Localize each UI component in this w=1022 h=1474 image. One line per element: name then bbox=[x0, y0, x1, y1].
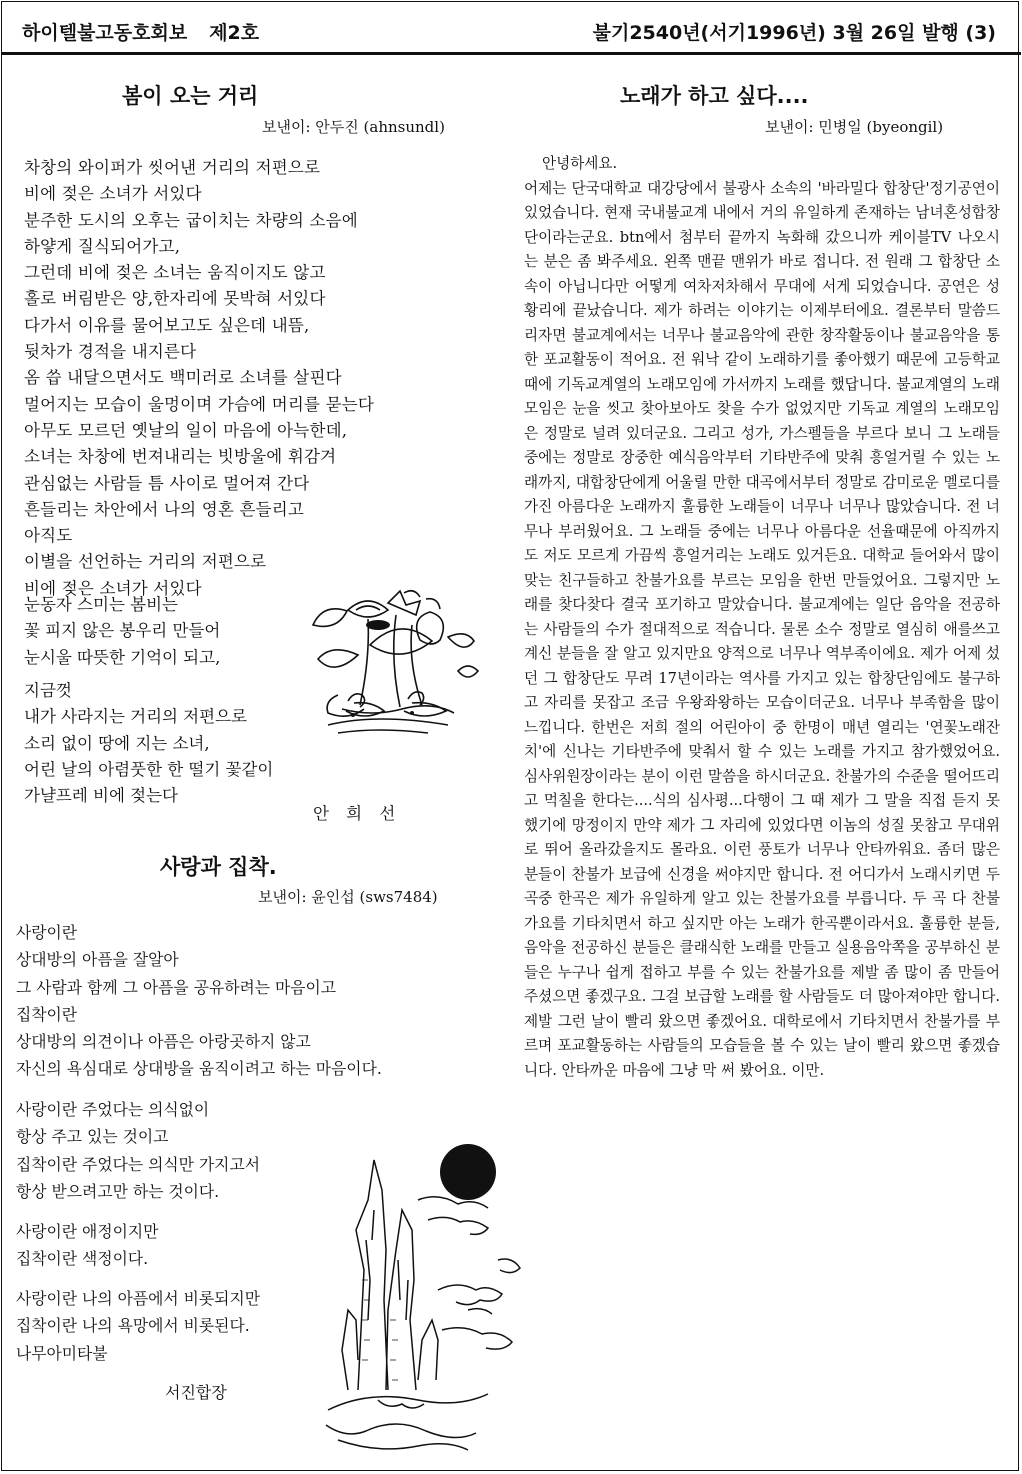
poem-line: 이별을 선언하는 거리의 저편으로 bbox=[24, 552, 267, 572]
poem-line: 흔들리는 차안에서 나의 영혼 흔들리고 bbox=[24, 499, 305, 519]
poem-line: 그 사람과 함께 그 아픔을 공유하려는 마음이고 bbox=[16, 977, 337, 997]
poem2-title: 사랑과 집착. bbox=[160, 855, 277, 879]
poem-line: 상대방의 아픔을 잘알아 bbox=[16, 950, 179, 970]
poem-line: 사랑이란 나의 아픔에서 비롯되지만 bbox=[16, 1289, 260, 1308]
poem1-author: 안 희 선 bbox=[313, 804, 402, 823]
poem-line: 어린 날의 아렴풋한 한 떨기 꽃같이 bbox=[24, 759, 274, 779]
poem-line: 멀어지는 모습이 울멍이며 가슴에 머리를 묻는다 bbox=[24, 394, 375, 414]
poem-line: 관심없는 사람들 틈 사이로 멀어져 간다 bbox=[24, 473, 310, 493]
poem-line: 하얗게 질식되어가고, bbox=[24, 236, 181, 256]
issue-number: 제2호 bbox=[209, 22, 260, 44]
poem-line: 지금껏 bbox=[24, 681, 72, 700]
publication-name: 하이텔불고동호회보 bbox=[22, 22, 188, 44]
poem-line: 차창의 와이퍼가 씻어낸 거리의 저편으로 bbox=[24, 158, 321, 177]
poem-line: 항상 주고 있는 것이고 bbox=[16, 1127, 169, 1147]
poem-line: 비에 젖은 소녀가 서있다 bbox=[24, 184, 202, 204]
poem-line: 가냘프레 비에 젖는다 bbox=[24, 786, 178, 806]
poem1-stanza2 bbox=[24, 592, 220, 671]
poem-line: 사랑이란 애정이지만 bbox=[16, 1222, 159, 1241]
poem-line: 아무도 모르던 옛날의 일이 마음에 아늑한데, bbox=[24, 420, 348, 440]
poem2-sender: 보낸이: 윤인섭 (sws7484) bbox=[258, 888, 438, 906]
article-greeting: 안녕하세요. bbox=[542, 155, 618, 172]
poem-line: 눈시울 따뜻한 기억이 되고, bbox=[24, 647, 221, 667]
poem-line: 사랑이란 주었다는 의식없이 bbox=[16, 1100, 210, 1119]
poem-line: 그런데 비에 젖은 소녀는 움직이지도 않고 bbox=[24, 263, 326, 283]
poem-line: 꽃 피지 않은 봉우리 만들어 bbox=[24, 621, 221, 641]
poem-line: 집착이란 나의 욕망에서 비롯된다. bbox=[16, 1316, 250, 1336]
poem-line: 분주한 도시의 오후는 굽이치는 차량의 소음에 bbox=[24, 210, 358, 230]
poem2-stanza4 bbox=[16, 1285, 260, 1367]
poem-line: 비에 젖은 소녀가 서있다 bbox=[24, 578, 202, 598]
article-sender: 보낸이: 민병일 (byeongil) bbox=[765, 118, 944, 136]
lotus-and-ducks-icon bbox=[308, 585, 498, 745]
article-body bbox=[524, 152, 1000, 1083]
poem1-stanza1 bbox=[24, 155, 374, 602]
poem-line: 항상 받으려고만 하는 것이다. bbox=[16, 1181, 220, 1201]
poem-line: 소녀는 차창에 번져내리는 빗방울에 휘감겨 bbox=[24, 447, 337, 467]
poem-line: 옴 씁 내달으면서도 백미러로 소녀를 살핀다 bbox=[24, 368, 342, 388]
poem-line: 자신의 욕심대로 상대방을 움직이려고 하는 마음이다. bbox=[16, 1059, 382, 1079]
poem-line: 집착이란 주었다는 의식만 가지고서 bbox=[16, 1154, 260, 1174]
masthead bbox=[22, 14, 996, 50]
poem-line: 다가서 이유를 물어보고도 싶은데 내뜸, bbox=[24, 315, 310, 335]
masthead-left bbox=[22, 18, 259, 45]
poem-line: 소리 없이 땅에 지는 소녀, bbox=[24, 733, 210, 753]
poem-line: 상대방의 의견이나 아픔은 아랑곳하지 않고 bbox=[16, 1032, 311, 1052]
poem-line: 집착이란 bbox=[16, 1004, 78, 1024]
poem1-title: 봄이 오는 거리 bbox=[122, 84, 259, 108]
poem-line: 아직도 bbox=[24, 526, 73, 546]
article-title: 노래가 하고 싶다.... bbox=[620, 84, 809, 108]
article-paragraph: 어제는 단국대학교 대강당에서 불광사 소속의 '바라밀다 합창단'정기공연이 있었습니다. 현재 국내불교계 내에서 거의 유일하게 존재하는 남녀혼성합창단이라는군요. btn에서 첨부터 끝까지 녹화해 갔으니까 케이블TV 나오시는 분은 좀 봐주세요. 왼쪽 맨끝 맨위가 바로 접니다. 전 원래 그 합창단 소속이 아닙니다만 어떻게 여차저차해서 무대에 서게 되었습니다. 공연은 성황리에 끝났습니다. 제가 하려는 이야기는 이제부터에요. 결론부터 말씀드리자면 불교계에서는 너무나 불교음악에 관한 창작활동이나 불교음악을 통한 포교활동이 적어요. 전 워낙 같이 노래하기를 좋아했기 때문에 고등학교 때에 기독교계열의 노래모임에 가서까지 노래를 했답니다. 불교계열의 노래모임은 눈을 씻고 찾아보아도 찾을 수가 없었지만 기독교 계열의 노래모임은 정말로 널려 있더군요. 그리고 성가, 가스펠들을 부르다 보니 그 노래들 중에는 정말로 장중한 예식음악부터 기타반주에 맞춰 흥얼거릴 수 있는 노래까지, 대합창단에게 어울릴 만한 대곡에서부터 정말로 감미로운 멜로디를 가진 아름다운 노래까지 훌륭한 노래들이 너무나 너무나 많았습니다. 전 너무나 부러웠어요. 그 노래들 중에는 너무나 아름다운 선율때문에 아직까지도 저도 모르게 가끔씩 흥얼거리는 노래도 있거든요. 대학교 들어와서 많이 맞는 친구들하고 찬불가요를 부르는 모임을 한번 만들었어요. 그렇지만 노래를 찾다찾다 결국 포기하고 말았습니다. 불교계에는 일단 음악을 전공하는 사람들의 수가 절대적으로 적습니다. 물론 소수 정말로 열심히 애를쓰고 계신 분들을 잘 알고 있지만요 양적으로 너무나 역부족이에요. 제가 어제 섰던 그 합창단도 무려 17년이라는 역사를 가지고 있는 합창단임에도 불구하고 자리를 못잡고 조금 우왕좌왕하는 모습이더군요. 너무나 부족함을 많이 느낍니다. 한번은 저희 절의 어린아이 중 한명이 매년 열리는 '연꽃노래잔치'에 신나는 기타반주에 맞춰서 할 수 있는 노래를 가지고 참가했었어요. 심사위원장이라는 분이 이런 말씀을 하시더군요. 찬불가의 수준을 떨어뜨리고 먹칠을 한다는....식의 심사평...다행이 그 때 제가 그 말을 직접 듣지 못했기에 망정이지 만약 제가 그 자리에 있었다면 이놈의 성질 못참고 무대위로 뛰어 올라갔을지도 몰라요. 이런 풍토가 너무나 안타까워요. 좀더 많은 분들이 찬불가 보급에 신경을 써야지만 합니다. 전 어디가서 노래시키면 두곡중 한곡은 제가 유일하게 알고 있는 찬불가요를 부릅니다. 두 곡 다 찬불가요를 기타치면서 하고 싶지만 아는 노래가 한곡뿐이라서요. 훌륭한 분들, 음악을 전공하신 분들은 클래식한 노래를 만들고 실용음악쪽을 공부하신 분들은 누구나 쉽게 접하고 부를 수 있는 찬불가요를 제발 좀 많이 좀 만들어 주셨으면 좋겠구요. 그걸 보급할 노래를 할 사람들도 더 많아져야만 합니다. 제발 그런 날이 빨리 왔으면 좋겠어요. 대학로에서 기타치면서 찬불가를 부르며 포교활동하는 사람들의 모습들을 볼 수 있는 날이 빨리 왔으면 좋겠습니다. 안타까운 마음에 그냥 막 써 봤어요. 이만. bbox=[524, 179, 1000, 1079]
poem-line: 뒷차가 경적을 내지른다 bbox=[24, 342, 197, 362]
poem-line: 홀로 버림받은 양,한자리에 못박혀 서있다 bbox=[24, 289, 326, 309]
poem2-stanza3 bbox=[16, 1218, 158, 1273]
poem-line: 나무아미타불 bbox=[16, 1343, 108, 1363]
poem-line: 내가 사라지는 거리의 저편으로 bbox=[24, 707, 247, 727]
poem-line: 눈동자 스미는 봄비는 bbox=[24, 595, 178, 614]
rock-pillars-moon-icon bbox=[318, 1140, 524, 1458]
poem1-stanza3 bbox=[24, 678, 273, 809]
poem2-signoff: 서진합장 bbox=[165, 1383, 227, 1402]
poem-line: 사랑이란 bbox=[16, 923, 78, 942]
poem1-sender: 보낸이: 안두진 (ahnsundl) bbox=[262, 118, 445, 136]
masthead-rule bbox=[1, 52, 1021, 55]
poem-line: 집착이란 색정이다. bbox=[16, 1249, 149, 1269]
issue-date: 불기2540년(서기1996년) 3월 26일 발행 (3) bbox=[592, 22, 996, 44]
poem2-stanza2 bbox=[16, 1096, 260, 1205]
poem2-stanza1 bbox=[16, 919, 382, 1083]
